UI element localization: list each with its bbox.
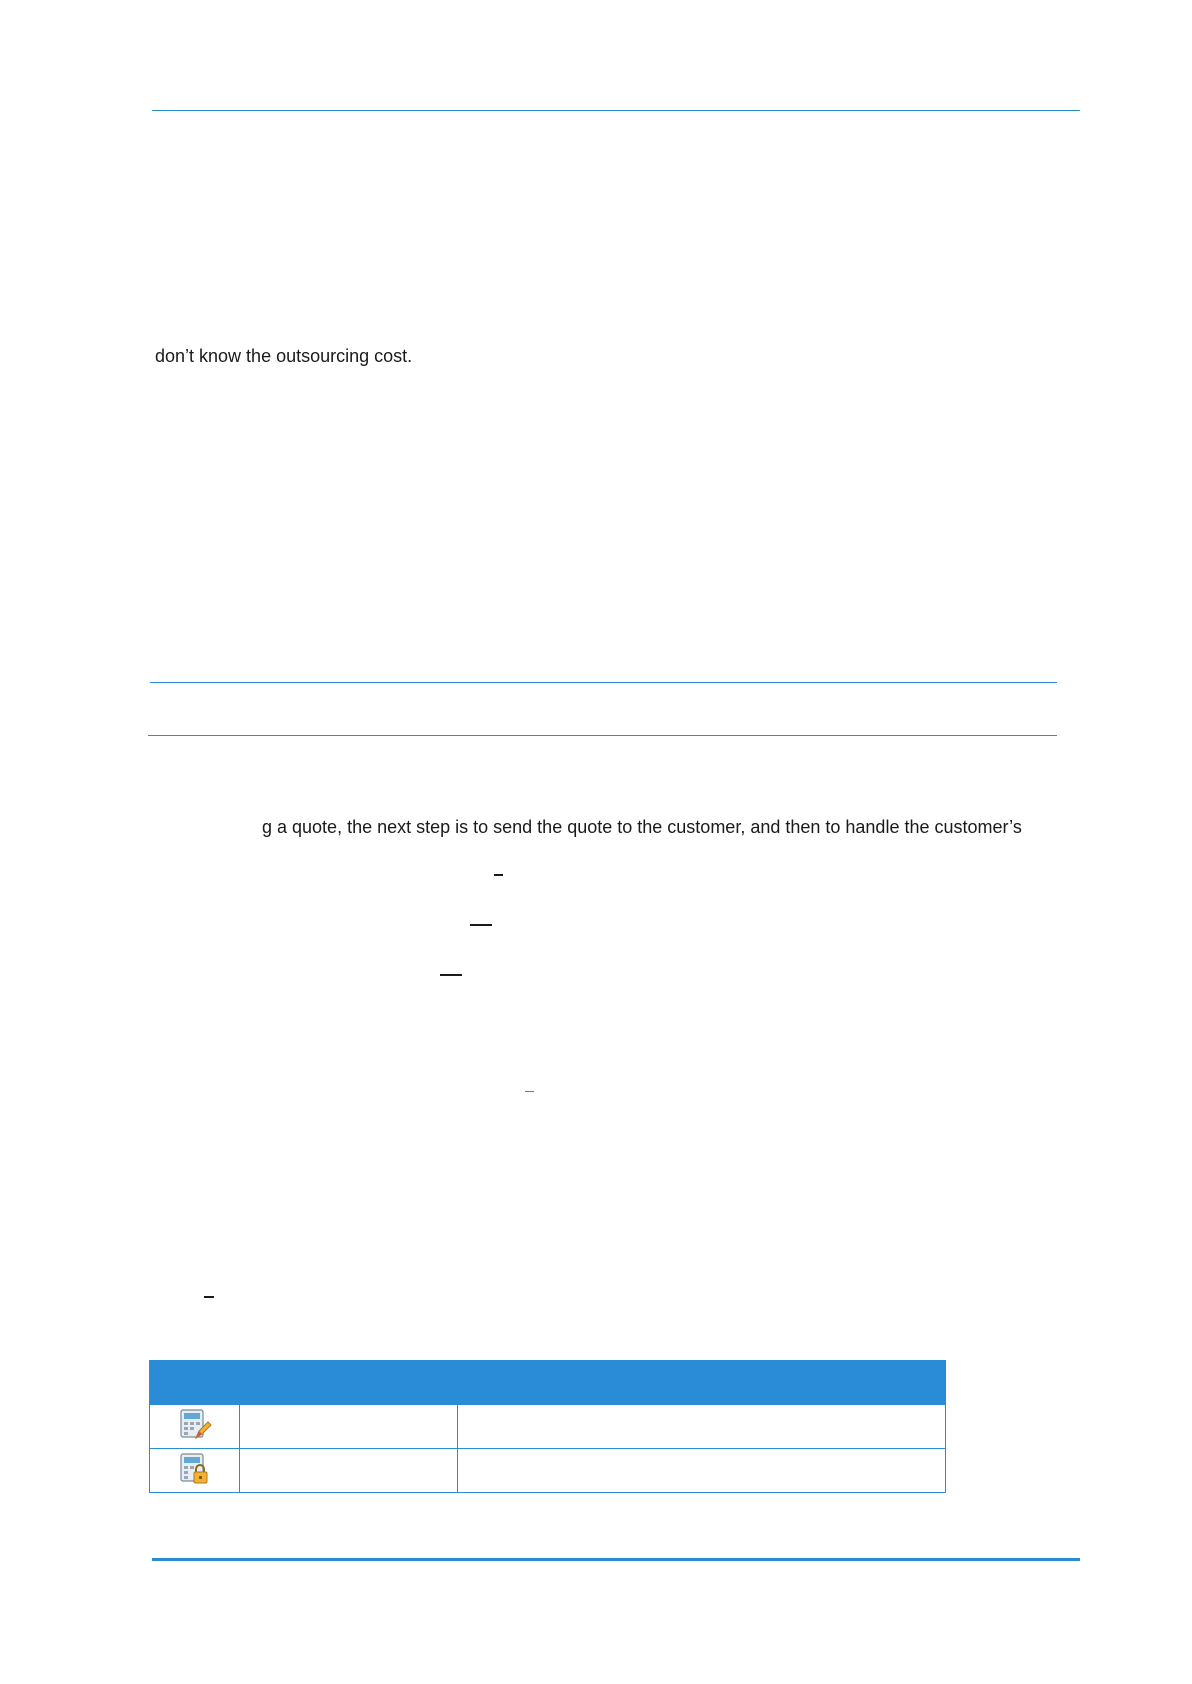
underline-mark [470, 924, 492, 926]
underline-mark [204, 1296, 214, 1298]
calculator-lock-icon [178, 1451, 212, 1490]
section-rule-top [150, 682, 1057, 683]
table-header-row [150, 1361, 946, 1405]
table-row [150, 1449, 946, 1493]
table-cell [240, 1405, 458, 1449]
table-cell-icon [150, 1449, 240, 1493]
body-text-quote: g a quote, the next step is to send the quote to the customer, and then to handle the customer’s [262, 817, 1022, 837]
table-cell-icon [150, 1405, 240, 1449]
icon-table [149, 1360, 946, 1493]
underline-mark [494, 874, 503, 876]
table-cell [458, 1405, 946, 1449]
table-cell [458, 1449, 946, 1493]
section-rule-bottom [148, 735, 1057, 736]
table-row [150, 1405, 946, 1449]
underline-mark [440, 974, 462, 976]
footer-rule [152, 1558, 1080, 1561]
header-rule [152, 110, 1080, 111]
calculator-edit-icon [178, 1407, 212, 1446]
table-cell [240, 1449, 458, 1493]
link-underline-mark[interactable] [525, 1091, 534, 1092]
body-text-outsourcing: don’t know the outsourcing cost. [155, 346, 413, 366]
